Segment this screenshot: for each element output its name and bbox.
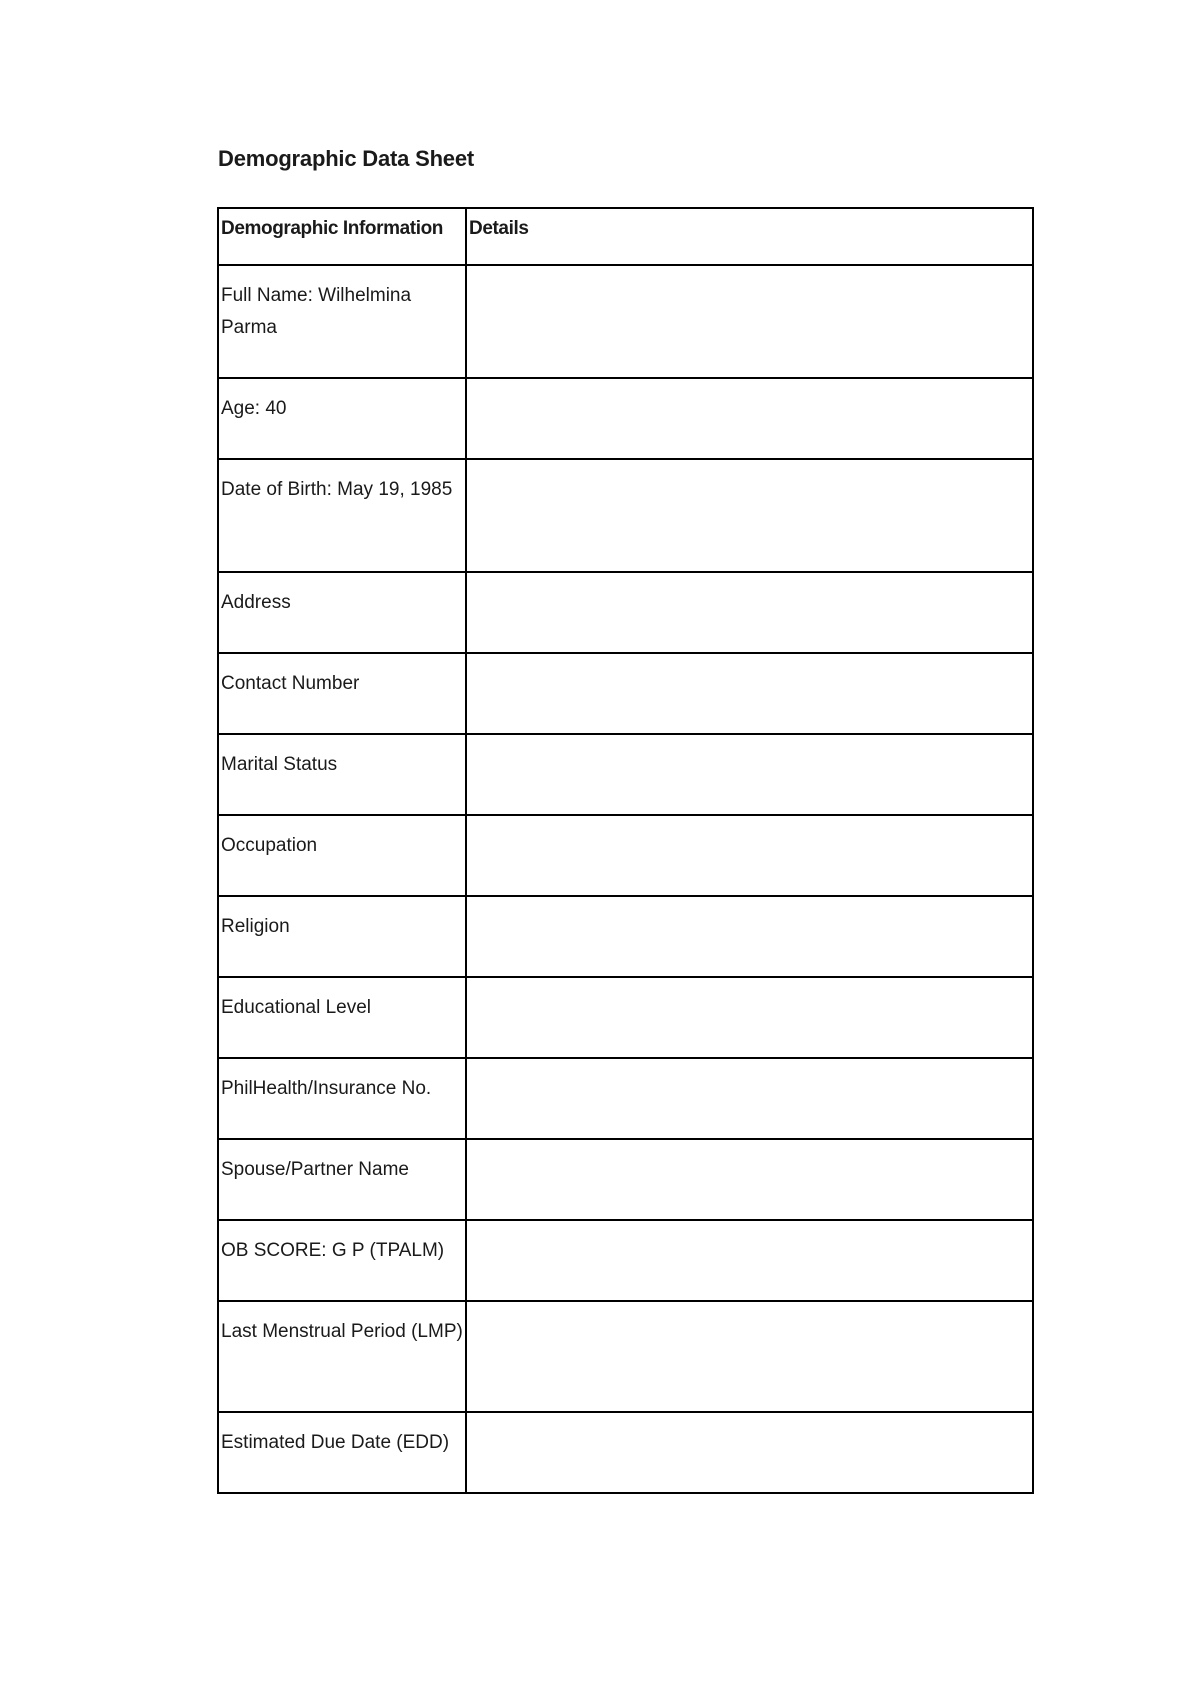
- row-value-age[interactable]: [466, 378, 1033, 459]
- row-label-date-of-birth: Date of Birth: May 19, 1985: [218, 459, 466, 572]
- row-value-religion[interactable]: [466, 896, 1033, 977]
- table-row-spouse-partner-name: [218, 1139, 1033, 1220]
- row-label-occupation: Occupation: [218, 815, 466, 896]
- table-row-address: [218, 572, 1033, 653]
- row-value-marital-status[interactable]: [466, 734, 1033, 815]
- row-value-last-menstrual-period[interactable]: [466, 1301, 1033, 1412]
- row-value-full-name[interactable]: [466, 265, 1033, 378]
- page-title: Demographic Data Sheet: [218, 146, 475, 171]
- row-value-date-of-birth[interactable]: [466, 459, 1033, 572]
- table-row-religion: [218, 896, 1033, 977]
- column-header-demographic-information: Demographic Information: [218, 208, 466, 265]
- table-row-contact-number: [218, 653, 1033, 734]
- table-row-marital-status: [218, 734, 1033, 815]
- row-value-address[interactable]: [466, 572, 1033, 653]
- row-label-ob-score: OB SCORE: G P (TPALM): [218, 1220, 466, 1301]
- row-label-spouse-partner-name: Spouse/Partner Name: [218, 1139, 466, 1220]
- column-header-details: Details: [466, 208, 1033, 265]
- demographic-table: [217, 207, 1034, 1494]
- table-row-date-of-birth: [218, 459, 1033, 572]
- row-value-ob-score[interactable]: [466, 1220, 1033, 1301]
- table-row-educational-level: [218, 977, 1033, 1058]
- row-value-philhealth-insurance[interactable]: [466, 1058, 1033, 1139]
- row-value-spouse-partner-name[interactable]: [466, 1139, 1033, 1220]
- row-label-marital-status: Marital Status: [218, 734, 466, 815]
- table-row-estimated-due-date: [218, 1412, 1033, 1493]
- table-header-row: [218, 208, 1033, 265]
- row-label-educational-level: Educational Level: [218, 977, 466, 1058]
- table-row-occupation: [218, 815, 1033, 896]
- row-label-estimated-due-date: Estimated Due Date (EDD): [218, 1412, 466, 1493]
- table-row-last-menstrual-period: [218, 1301, 1033, 1412]
- table-row-philhealth-insurance: [218, 1058, 1033, 1139]
- row-label-philhealth-insurance: PhilHealth/Insurance No.: [218, 1058, 466, 1139]
- row-label-address: Address: [218, 572, 466, 653]
- row-label-age: Age: 40: [218, 378, 466, 459]
- row-label-last-menstrual-period: Last Menstrual Period (LMP): [218, 1301, 466, 1412]
- row-label-contact-number: Contact Number: [218, 653, 466, 734]
- table-row-ob-score: [218, 1220, 1033, 1301]
- row-value-estimated-due-date[interactable]: [466, 1412, 1033, 1493]
- row-value-occupation[interactable]: [466, 815, 1033, 896]
- row-value-educational-level[interactable]: [466, 977, 1033, 1058]
- row-label-religion: Religion: [218, 896, 466, 977]
- row-value-contact-number[interactable]: [466, 653, 1033, 734]
- table-row-full-name: [218, 265, 1033, 378]
- row-label-full-name: Full Name: Wilhelmina Parma: [218, 265, 466, 378]
- table-row-age: [218, 378, 1033, 459]
